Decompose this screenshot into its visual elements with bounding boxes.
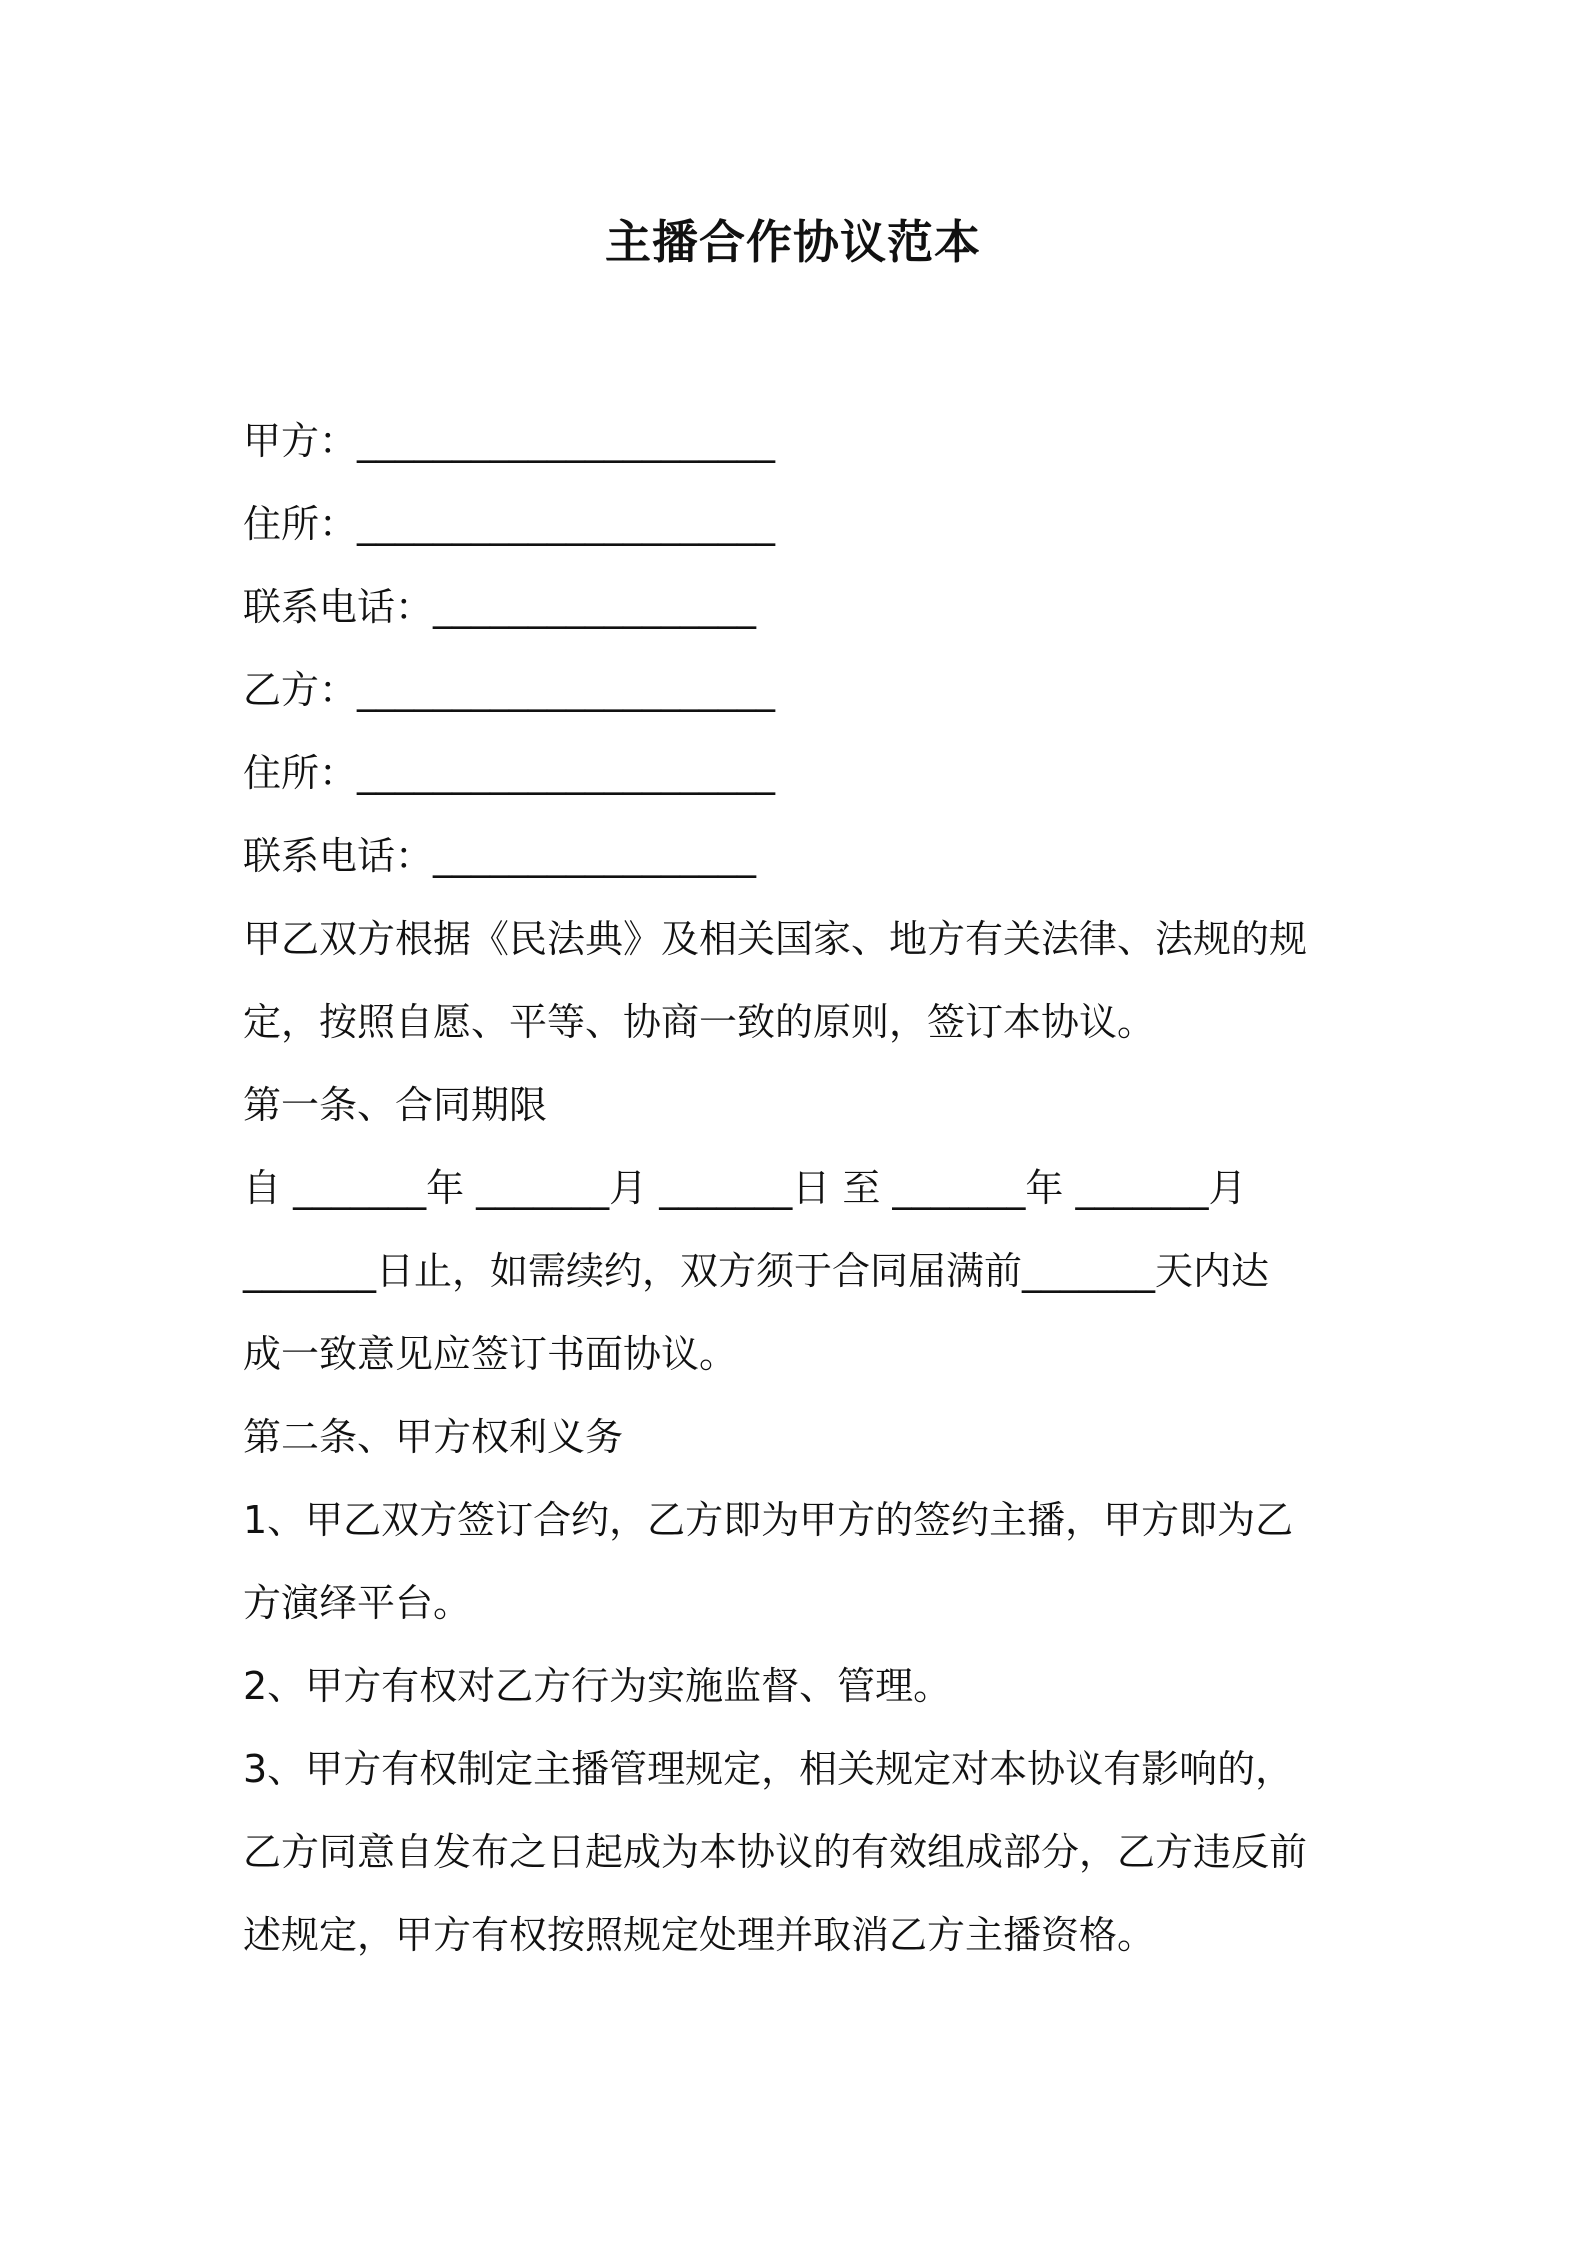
party-b-phone-field: 联系电话：_________________ (243, 834, 757, 878)
party-a-address-field: 住所：______________________ (243, 502, 776, 546)
article-2-item-1-line-2: 方演绎平台。 (243, 1581, 472, 1625)
party-b-address-field: 住所：______________________ (243, 751, 776, 795)
article-1-heading: 第一条、合同期限 (243, 1083, 548, 1127)
article-2-heading: 第二条、甲方权利义务 (243, 1415, 624, 1459)
article-2-item-3-line-1: 3、甲方有权制定主播管理规定，相关规定对本协议有影响的， (243, 1747, 1294, 1791)
article-1-text-line-2: _______日止，如需续约，双方须于合同届满前_______天内达 (243, 1249, 1270, 1293)
party-a-field: 甲方：______________________ (243, 419, 776, 463)
intro-paragraph-line-1: 甲乙双方根据《民法典》及相关国家、地方有关法律、法规的规 (243, 917, 1308, 961)
article-1-text-line-1: 自 _______年 _______月 _______日 至 _______年 _______月 (243, 1166, 1247, 1210)
article-1-text-line-3: 成一致意见应签订书面协议。 (243, 1332, 738, 1376)
article-2-item-3-line-2: 乙方同意自发布之日起成为本协议的有效组成部分，乙方违反前 (243, 1830, 1308, 1874)
article-2-item-1-line-1: 1、甲乙双方签订合约，乙方即为甲方的签约主播，甲方即为乙 (243, 1498, 1294, 1542)
intro-paragraph-line-2: 定，按照自愿、平等、协商一致的原则，签订本协议。 (243, 1000, 1156, 1044)
party-b-field: 乙方：______________________ (243, 668, 776, 712)
document-body (243, 400, 1353, 1977)
party-a-phone-field: 联系电话：_________________ (243, 585, 757, 629)
article-2-item-3-line-3: 述规定，甲方有权按照规定处理并取消乙方主播资格。 (243, 1913, 1156, 1957)
document-title: 主播合作协议范本 (605, 215, 981, 269)
article-2-item-2: 2、甲方有权对乙方行为实施监督、管理。 (243, 1664, 952, 1708)
